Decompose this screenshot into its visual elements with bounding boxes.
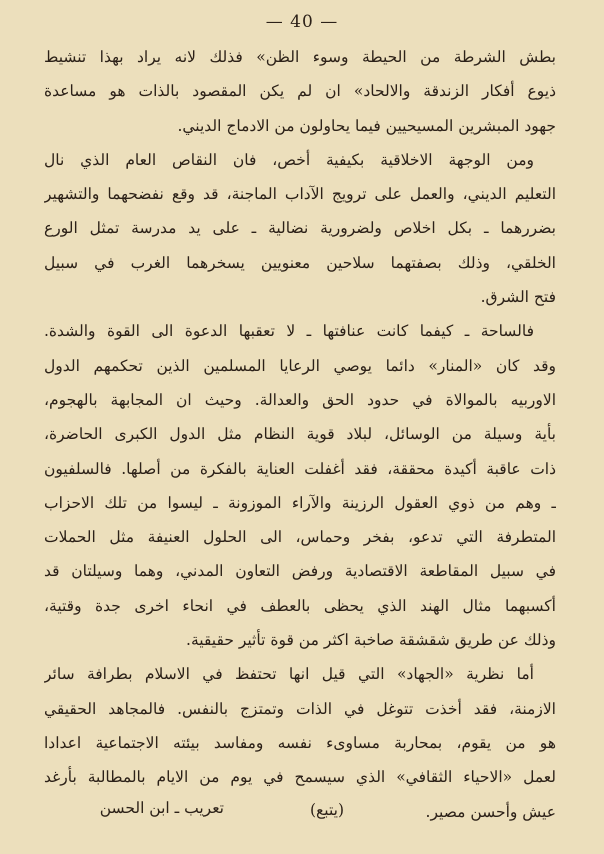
text-line: ـ وهم من ذوي العقول الرزينة والآراء الموزونة ـ ليسوا من تلك الاحزاب bbox=[44, 493, 556, 512]
closing-text: عيش وأحسن مصير. bbox=[425, 802, 556, 821]
text-line: بضررهما ـ بكل اخلاص ولضرورية نضالية ـ على يد مدرسة تمثل الورع bbox=[44, 219, 556, 238]
text-line: هو من يقوم، بمحاربة مساوىء نفسه ومفاسد بيئته الاجتماعية اعدادا bbox=[44, 733, 556, 752]
text-line: وقد كان «المنار» دائما يوصي الرعايا المسلمين الذين تحكمهم الدول bbox=[44, 356, 556, 375]
paragraph bbox=[44, 314, 556, 657]
translator-signature: تعريب ـ ابن الحسن bbox=[99, 798, 224, 817]
text-line: ذات عاقبة أكيدة محققة، فقد أغفلت العناية بالفكرة من أصلها. فالسلفيون bbox=[44, 459, 556, 478]
text-line: فالساحة ـ كيفما كانت عنافتها ـ لا تعقبها الدعوة الى القوة والشدة. bbox=[44, 322, 534, 341]
body-text bbox=[44, 40, 556, 829]
text-line: وذلك عن طريق شقشقة صاخبة اكثر من قوة تأثير حقيقية. bbox=[186, 631, 556, 650]
final-line bbox=[44, 795, 556, 829]
paragraph bbox=[44, 657, 556, 794]
text-line: ومن الوجهة الاخلاقية بكيفية أخص، فان النقاص العام الذي نال bbox=[44, 150, 534, 169]
text-line: جهود المبشرين المسيحيين فيما يحاولون من الادماج الديني. bbox=[177, 116, 556, 135]
text-line: أما نظرية «الجهاد» التي قيل انها تحتفظ في الاسلام بطرافة سائر bbox=[44, 665, 534, 684]
page-number: — 40 — bbox=[265, 12, 339, 32]
text-line: بأية وسيلة من الوسائل، لبلاد قوية النظام مثل الدول الكبرى الحاضرة، bbox=[44, 425, 556, 444]
paragraph bbox=[44, 40, 556, 143]
text-line: بطش الشرطة من الحيطة وسوء الظن» فذلك لانه يراد بهذا تنشيط bbox=[44, 48, 556, 66]
text-line: الازمنة، فقد أخذت تتوغل في الذات وتمتزج بالنفس. فالمجاهد الحقيقي bbox=[44, 699, 556, 718]
text-line: أكسبهما مثال الهند الذي يحظى بالعطف في انحاء اخرى جدة وقتية، bbox=[44, 596, 556, 615]
text-line: الخلقي، وذلك بصفتهما سلاحين معنويين يسخرهما الغرب في سبيل bbox=[44, 253, 556, 272]
text-line: المتطرفة التي تدعو، بفخر وحماس، الى الحلول العنيفة مثل الحملات bbox=[44, 528, 556, 547]
text-line: فتح الشرق. bbox=[480, 288, 556, 307]
text-line: لعمل «الاحياء الثقافي» الذي سيسمح في يوم من الايام بالمطالبة بأرغد bbox=[44, 768, 556, 787]
to-be-continued: (يتبع) bbox=[309, 800, 344, 819]
text-line: ذيوع أفكار الزندقة والالحاد» ان لم يكن المقصود بالذات هو مساعدة bbox=[44, 82, 556, 101]
paragraph bbox=[44, 143, 556, 314]
text-line: في سبيل المقاطعة الاقتصادية ورفض التعاون المدني، وهما وسيلتان قد bbox=[44, 562, 556, 581]
text-line: التعليم الديني، والعمل على ترويج الآداب الماجنة، قد وقع نفضحهما والتشهير bbox=[44, 185, 556, 204]
text-line: الاوربيه بالموالاة في حدود الحق والعدالة. وحيث ان المجابهة بالهجوم، bbox=[44, 390, 556, 409]
